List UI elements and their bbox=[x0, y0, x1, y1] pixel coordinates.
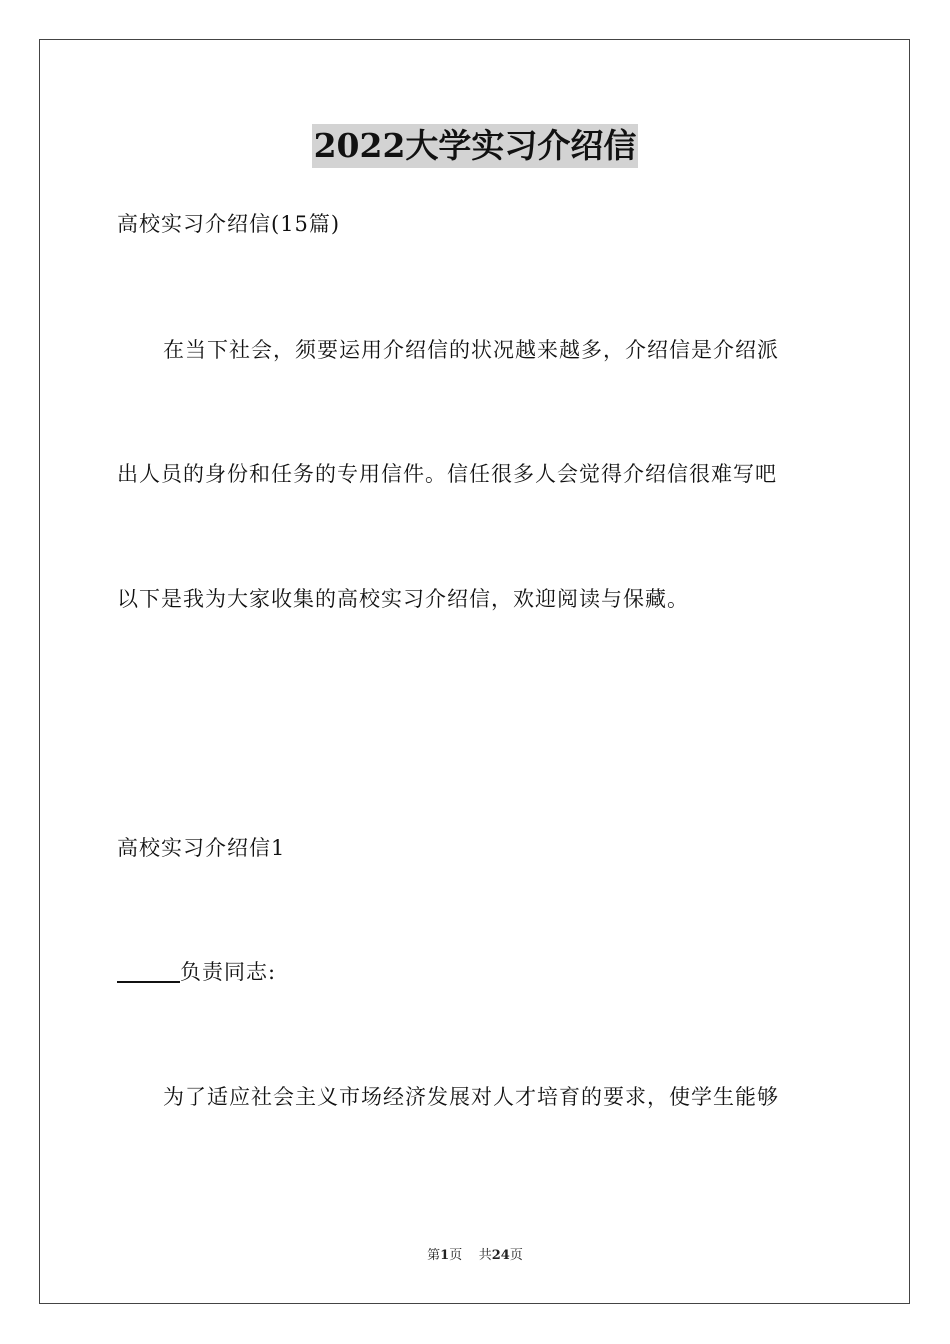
page-footer bbox=[0, 1247, 950, 1265]
document-title: 2022大学实习介绍信 bbox=[312, 124, 639, 168]
footer-page-total: 24 bbox=[491, 1248, 510, 1263]
intro-line-1: 在当下社会，须要运用介绍信的状况越来越多，介绍信是介绍派 bbox=[163, 338, 779, 362]
title-container bbox=[0, 124, 950, 168]
body-line-1: 为了适应社会主义市场经济发展对人才培育的要求，使学生能够 bbox=[163, 1085, 779, 1109]
footer-page-prefix: 第 bbox=[427, 1248, 441, 1263]
document-subtitle: 高校实习介绍信(15篇) bbox=[117, 212, 341, 236]
intro-line-2: 出人员的身份和任务的专用信件。信任很多人会觉得介绍信很难写吧 bbox=[117, 462, 777, 486]
intro-line-3: 以下是我为大家收集的高校实习介绍信，欢迎阅读与保藏。 bbox=[117, 587, 689, 611]
salutation-line bbox=[117, 958, 276, 986]
section-heading: 高校实习介绍信1 bbox=[117, 836, 286, 860]
salutation-blank: ______ bbox=[117, 960, 180, 984]
footer-page-suffix: 页 bbox=[509, 1248, 523, 1263]
footer-page-mid: 页 共 bbox=[449, 1248, 492, 1263]
footer-page-number: 1 bbox=[440, 1248, 450, 1263]
salutation-text: 负责同志: bbox=[180, 960, 277, 984]
